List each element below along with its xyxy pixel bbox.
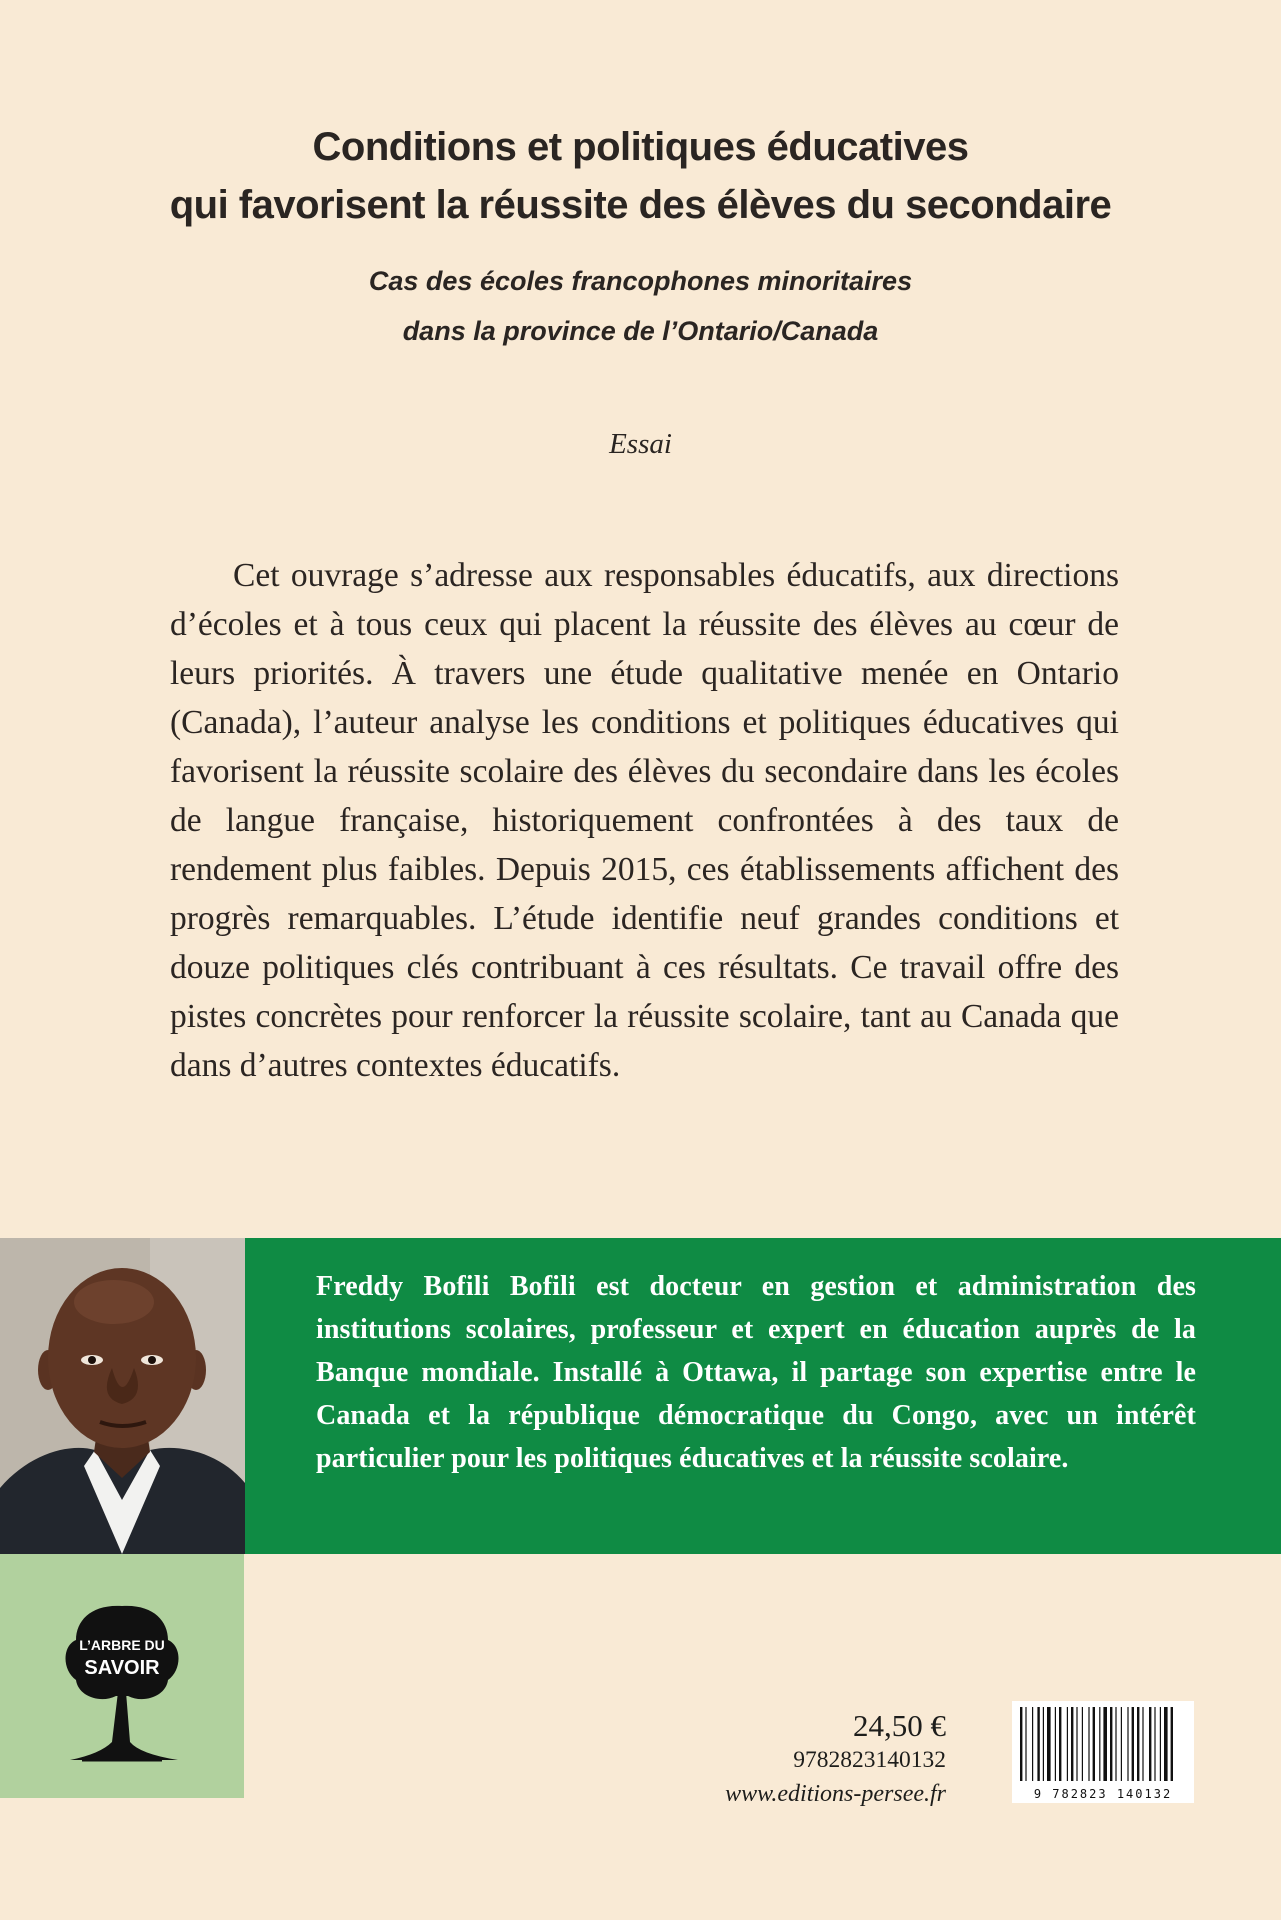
title-line-2: qui favorisent la réussite des élèves du secondaire [169, 183, 1112, 227]
isbn: 9782823140132 [793, 1747, 946, 1773]
barcode-bar [1137, 1707, 1139, 1781]
barcode-bar [1149, 1707, 1151, 1781]
barcode-bar [1154, 1707, 1155, 1781]
barcode-bar [1171, 1707, 1173, 1781]
barcode-digits: 9 782823 140132 [1033, 1787, 1173, 1801]
barcode-bar [1132, 1707, 1134, 1781]
barcode-bar [1071, 1707, 1073, 1781]
author-photo [0, 1238, 245, 1554]
book-subtitle [0, 256, 1281, 356]
author-portrait-image [0, 1238, 245, 1554]
barcode-bar [1055, 1707, 1056, 1781]
tree-logo-icon [0, 1554, 244, 1798]
barcode-bar [1142, 1707, 1143, 1781]
barcode-bar [1099, 1707, 1100, 1781]
title-line-1: Conditions et politiques éducatives [312, 125, 969, 169]
barcode-bar [1047, 1707, 1051, 1781]
logo-line-2: SAVOIR [84, 1657, 160, 1679]
book-title [0, 118, 1281, 234]
book-blurb: Cet ouvrage s’adresse aux responsables éducatifs, aux directions d’écoles et à tous ceux qui placent la réussite des élèves au cœur de leurs priorités. À travers une étude qualitative menée en Ontario (Canada), l’auteur analyse les conditions et politiques éducatives qui favorisent la réussite scolaire des élèves du secondaire dans les écoles de langue française, historiquement confrontées à des taux de rendement plus faibles. Depuis 2015, ces établissements affichent des progrès remarquables. L’étude identifie neuf grandes conditions et douze politiques clés contribuant à ces résultats. Ce travail offre des pistes concrètes pour renforcer la réussite scolaire, tant au Canada que dans d’autres contextes éducatifs. [170, 557, 1119, 1084]
barcode-bar [1032, 1707, 1033, 1781]
subtitle-line-1: Cas des écoles francophones minoritaires [368, 266, 913, 296]
barcode-bar [1164, 1707, 1168, 1781]
barcode-bar [1082, 1707, 1083, 1781]
barcode-bar [1115, 1707, 1116, 1781]
price-block [560, 1708, 946, 1811]
publisher-website[interactable]: www.editions-persee.fr [725, 1781, 946, 1807]
publisher-logo-panel [0, 1554, 244, 1798]
barcode-bar [1067, 1707, 1068, 1781]
barcode-bar [1025, 1707, 1026, 1781]
barcode-bar [1059, 1707, 1061, 1781]
barcode-bar [1093, 1707, 1095, 1781]
barcode-bar [1043, 1707, 1044, 1781]
barcode-bar [1076, 1707, 1077, 1781]
subtitle-line-2: dans la province de l’Ontario/Canada [402, 316, 879, 346]
barcode-bar [1103, 1707, 1107, 1781]
logo-line-1: L’ARBRE DU [79, 1637, 165, 1653]
barcode-bar [1088, 1707, 1089, 1781]
barcode [1012, 1701, 1194, 1803]
barcode-bar [1160, 1707, 1161, 1781]
barcode-bar [1127, 1707, 1128, 1781]
genre-label: Essai [609, 428, 672, 460]
author-band [0, 1238, 1281, 1554]
price: 24,50 € [853, 1708, 946, 1743]
barcode-bar [1020, 1707, 1022, 1781]
barcode-bar [1110, 1707, 1112, 1781]
barcode-bar [1037, 1707, 1039, 1781]
author-bio: Freddy Bofili Bofili est docteur en gestion et administration des institutions scolaires, professeur et expert en éducation auprès de la Banque mondiale. Installé à Ottawa, il partage son expertise entre le Canada et la république démocratique du Congo, avec un intérêt particulier pour les politiques éducatives et la réussite scolaire. [316, 1271, 1196, 1474]
barcode-bar [1121, 1707, 1122, 1781]
